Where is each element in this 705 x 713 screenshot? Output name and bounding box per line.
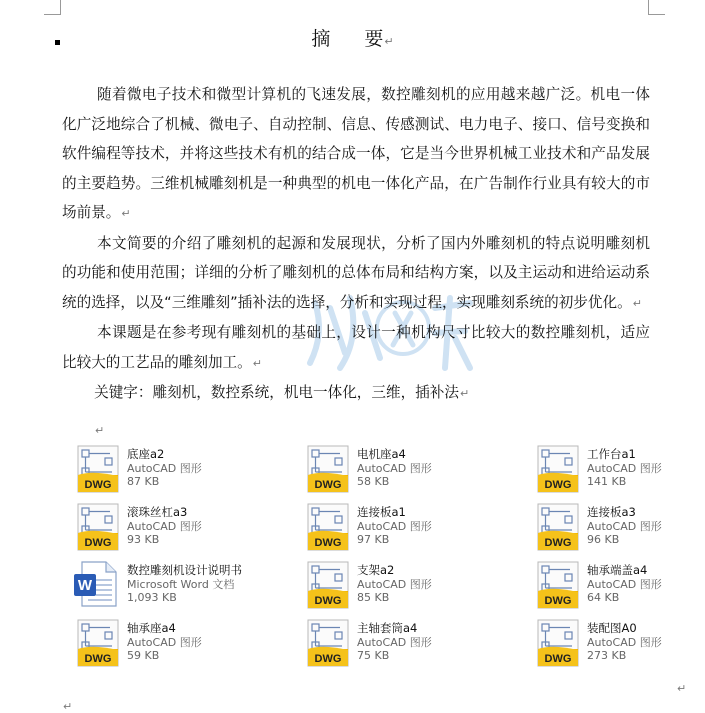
word-file-icon (72, 558, 124, 610)
file-name: 主轴套筒a4 (357, 621, 418, 635)
dwg-file-icon (532, 616, 584, 668)
dwg-file-icon (302, 442, 354, 494)
file-size: 58 KB (357, 475, 390, 488)
file-name: 支架a2 (357, 563, 395, 577)
file-list (72, 442, 672, 674)
page-title (0, 24, 705, 51)
dwg-file-icon (532, 500, 584, 552)
file-name: 轴承座a4 (127, 621, 176, 635)
paragraph-intro: 随着微电子技术和微型计算机的飞速发展，数控雕刻机的应用越来越广泛。机电一体化广泛地综合了机械、微电子、自动控制、信息、传感测试、电力电子、接口、信号变换和软件编程等技术，并将这些技术有机的结合成一体，它是当今世界机械工业技术和产品发展的主要趋势。三维机械雕刻机是一种典型的机电一体化产品，在广告制作行业具有较大的市场前景。↵ (62, 86, 650, 221)
dwg-file-icon (532, 442, 584, 494)
file-size: 59 KB (127, 649, 160, 662)
paragraph-topic: 本课题是在参考现有雕刻机的基础上，设计一种机构尺寸比较大的数控雕刻机，适应比较大的工艺品的雕刻加工。↵ (62, 324, 650, 371)
paragraph-mark: ↵ (677, 682, 687, 695)
file-name: 滚珠丝杠a3 (127, 505, 188, 519)
file-item[interactable] (72, 500, 302, 558)
file-size: 273 KB (587, 649, 627, 662)
dwg-file-icon (302, 500, 354, 552)
file-name: 连接板a3 (587, 505, 636, 519)
file-size: 96 KB (587, 533, 620, 546)
paragraph-mark: ↵ (384, 35, 394, 48)
file-type: AutoCAD 图形 (357, 635, 432, 649)
title-char-1: 摘 (311, 28, 331, 50)
word-badge: W (77, 577, 93, 594)
title-char-2: 要 (364, 28, 384, 50)
file-type: AutoCAD 图形 (127, 635, 202, 649)
file-item[interactable] (532, 616, 682, 674)
file-item[interactable] (532, 500, 682, 558)
file-size: 97 KB (357, 533, 390, 546)
file-size: 93 KB (127, 533, 160, 546)
file-item[interactable] (302, 558, 532, 616)
file-size: 85 KB (357, 591, 390, 604)
dwg-file-icon (72, 442, 124, 494)
file-size: 141 KB (587, 475, 627, 488)
file-name: 装配图A0 (587, 621, 637, 635)
file-type: AutoCAD 图形 (127, 519, 202, 533)
dwg-file-icon (302, 558, 354, 610)
dwg-file-icon (532, 558, 584, 610)
file-item[interactable] (72, 616, 302, 674)
file-item[interactable] (302, 442, 532, 500)
file-name: 轴承端盖a4 (587, 563, 648, 577)
file-type: AutoCAD 图形 (587, 577, 662, 591)
file-name: 电机座a4 (357, 447, 406, 461)
file-type: AutoCAD 图形 (357, 519, 432, 533)
file-name: 数控雕刻机设计说明书 (127, 563, 242, 577)
file-type: AutoCAD 图形 (587, 461, 662, 475)
file-type: AutoCAD 图形 (587, 519, 662, 533)
paragraph-summary: 本文简要的介绍了雕刻机的起源和发展现状，分析了国内外雕刻机的特点说明雕刻机的功能和使用范围；详细的分析了雕刻机的总体布局和结构方案，以及主运动和进给运动系统的选择，以及“三维雕刻”插补法的选择，分析和实现过程，实现雕刻系统的初步优化。↵ (62, 234, 650, 311)
keywords-line: 关键字：雕刻机，数控系统，机电一体化，三维，插补法↵ (94, 384, 470, 401)
paragraph-mark: ↵ (459, 387, 470, 400)
page-corner-top-right (648, 0, 665, 15)
file-type: AutoCAD 图形 (357, 461, 432, 475)
file-item[interactable] (532, 558, 682, 616)
file-item[interactable] (302, 500, 532, 558)
file-item[interactable] (532, 442, 682, 500)
file-size: 1,093 KB (127, 591, 177, 604)
paragraph-mark: ↵ (632, 296, 642, 310)
file-name: 工作台a1 (587, 447, 636, 461)
file-type: AutoCAD 图形 (587, 635, 662, 649)
paragraph-mark: ↵ (95, 424, 105, 437)
file-size: 75 KB (357, 649, 390, 662)
file-size: 64 KB (587, 591, 620, 604)
file-name: 底座a2 (127, 447, 165, 461)
file-item[interactable] (72, 558, 302, 616)
dwg-file-icon (302, 616, 354, 668)
file-type: Microsoft Word 文档 (127, 577, 235, 591)
file-item[interactable] (302, 616, 532, 674)
paragraph-mark: ↵ (63, 700, 73, 713)
dwg-file-icon (72, 616, 124, 668)
paragraph-mark: ↵ (121, 207, 131, 220)
dwg-file-icon (72, 500, 124, 552)
page-corner-top-left (44, 0, 61, 15)
file-name: 连接板a1 (357, 505, 406, 519)
paragraph-mark: ↵ (252, 356, 262, 370)
file-type: AutoCAD 图形 (357, 577, 432, 591)
file-type: AutoCAD 图形 (127, 461, 202, 475)
abstract-body (62, 80, 650, 409)
file-size: 87 KB (127, 475, 160, 488)
file-item[interactable] (72, 442, 302, 500)
